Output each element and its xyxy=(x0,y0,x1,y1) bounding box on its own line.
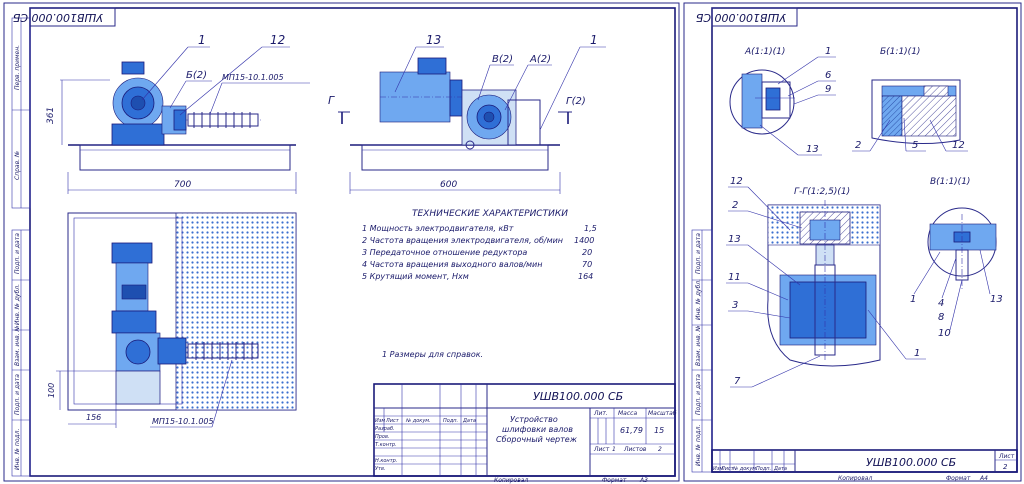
tb2-copied: Копировал xyxy=(838,475,873,482)
tb2-format-val: А4 xyxy=(980,475,988,482)
detail-view-A xyxy=(730,46,836,155)
view-V-label: В(1:1)(1) xyxy=(930,177,971,187)
tb1-r-razrab: Разраб. xyxy=(375,426,395,432)
tb1-r-nkontr: Н.контр. xyxy=(375,458,398,464)
sheet2-left-strip xyxy=(692,230,712,472)
callout-G-11: 11 xyxy=(728,272,741,283)
callout-V2: В(2) xyxy=(492,54,514,65)
tb1-name3: Сборочный чертеж xyxy=(496,435,577,444)
tb2-r-izm: Изм xyxy=(713,466,724,472)
tb1-r-prov: Пров. xyxy=(375,434,390,440)
tb1-name1: Устройство xyxy=(510,415,558,424)
sheet-2 xyxy=(684,3,1021,482)
tb1-r-podp: Подп. xyxy=(443,418,459,424)
tb2-sheet-label: Лист xyxy=(999,453,1015,460)
callout-A-13: 13 xyxy=(806,144,819,155)
s2-side-label-2: Инв. № дубл. xyxy=(695,278,702,320)
callout-V-4: 4 xyxy=(938,298,945,309)
tb1-r-doc: № докум. xyxy=(406,418,431,424)
tb1-format-val: А3 xyxy=(640,477,648,484)
callout-mp15-top: МП15-10.1.005 xyxy=(222,73,284,82)
callout-A-1: 1 xyxy=(825,46,832,57)
side-label-3: Подп. и дата xyxy=(14,233,21,274)
spec-1-value: 1,5 xyxy=(584,224,597,233)
tb1-r-data: Дата xyxy=(463,418,476,424)
callout-B-2: 2 xyxy=(855,140,862,151)
tb1-h-lit: Лит. xyxy=(594,410,608,417)
spec-2-text: 2 Частота вращения электродвигателя, об/мин xyxy=(362,236,564,245)
dim-100: 100 xyxy=(47,382,56,398)
callout-G-12: 12 xyxy=(730,176,743,187)
tb1-format: Формат xyxy=(602,477,627,484)
tb1-code: УШВ100.000 СБ xyxy=(533,390,624,403)
tb1-sheets-label: Листов xyxy=(624,446,647,453)
side-label-2: Справ. № xyxy=(14,150,21,180)
callout-G-7: 7 xyxy=(734,376,741,387)
callout-V-8: 8 xyxy=(938,312,945,323)
callout-G-2: 2 xyxy=(732,200,739,211)
tb1-r-tkontr: Т.контр. xyxy=(375,442,397,448)
tb2-r-data: Дата xyxy=(774,466,787,472)
tb1-h-scale: Масштаб xyxy=(648,410,677,417)
detail-view-B xyxy=(852,47,968,151)
specs-block xyxy=(362,209,597,359)
callout-1-side: 1 xyxy=(590,33,598,47)
spec-4-text: 4 Частота вращения выходного валов/мин xyxy=(362,260,543,269)
tb1-sheet-no: 1 xyxy=(612,446,616,453)
dim-600: 600 xyxy=(440,180,458,190)
specs-title: ТЕХНИЧЕСКИЕ ХАРАКТЕРИСТИКИ xyxy=(412,209,568,219)
callout-G-3: 3 xyxy=(732,300,739,311)
sheet1-top-code: УШВ100.000 СБ xyxy=(12,11,103,24)
dim-700: 700 xyxy=(174,180,192,190)
spec-2-value: 1400 xyxy=(574,236,595,245)
callout-A2: А(2) xyxy=(530,54,552,65)
section-mark-G: Г xyxy=(328,94,335,107)
section-G-G xyxy=(726,176,926,387)
spec-5-value: 164 xyxy=(578,272,594,281)
sheet2-top-code: УШВ100.000 СБ xyxy=(695,11,786,24)
dim-361: 361 xyxy=(46,106,56,124)
callout-V-13: 13 xyxy=(990,294,1003,305)
front-view xyxy=(46,33,310,194)
s2-side-label-4: Подп. и дата xyxy=(695,374,702,415)
section-mark-G2: Г(2) xyxy=(566,96,586,107)
title-block-2 xyxy=(712,450,1017,482)
tb1-scale: 15 xyxy=(654,426,665,435)
callout-A-6: 6 xyxy=(825,70,832,81)
callout-13-side: 13 xyxy=(426,33,442,47)
side-view xyxy=(328,33,606,194)
abrasive-table xyxy=(176,213,296,410)
tb1-r-list: Лист xyxy=(386,418,399,424)
tb1-sheet-label: Лист xyxy=(594,446,610,453)
callout-V-1: 1 xyxy=(910,294,917,305)
tb2-r-podp: Подп. xyxy=(756,466,772,472)
plan-view xyxy=(47,213,296,428)
side-label-1: Перв. примен. xyxy=(14,44,21,90)
spec-3-text: 3 Передаточное отношение редуктора xyxy=(362,248,528,257)
sheet1-left-strip xyxy=(12,18,30,476)
view-G-label: Г-Г(1:2,5)(1) xyxy=(794,187,851,197)
tb2-r-list: Лист xyxy=(721,466,734,472)
tb1-sheets-no: 2 xyxy=(658,446,662,453)
callout-B2: Б(2) xyxy=(186,70,208,81)
s2-side-label-5: Инв. № подл. xyxy=(695,424,702,466)
tb2-r-doc: № докум. xyxy=(733,466,758,472)
tb1-r-utv: Утв. xyxy=(375,466,386,472)
s2-side-label-1: Подп. и дата xyxy=(695,233,702,274)
tb1-h-mass: Масса xyxy=(618,410,638,417)
callout-mp15-bottom: МП15-10.1.005 xyxy=(152,417,214,426)
spec-1-text: 1 Мощность электродвигателя, кВт xyxy=(362,224,514,233)
title-block-1 xyxy=(374,384,677,484)
spec-5-text: 5 Крутящий момент, Нхм xyxy=(362,272,469,281)
tb1-copied: Копировал xyxy=(494,477,529,484)
sheet-1 xyxy=(4,3,679,484)
tb1-r-izm: Изм xyxy=(375,418,386,424)
callout-V-10: 10 xyxy=(938,328,951,339)
callout-G-13: 13 xyxy=(728,234,741,245)
tb1-name2: шлифовки валов xyxy=(502,425,573,434)
tb2-format: Формат xyxy=(946,475,971,482)
tb2-code: УШВ100.000 СБ xyxy=(866,456,957,469)
callout-B-12: 12 xyxy=(952,140,965,151)
note-1: 1 Размеры для справок. xyxy=(382,350,484,359)
callout-G-1: 1 xyxy=(914,348,921,359)
spec-4-value: 70 xyxy=(582,260,593,269)
tb2-sheet-no: 2 xyxy=(1003,463,1008,471)
view-B-label: Б(1:1)(1) xyxy=(880,47,921,57)
s2-side-label-3: Взам. инв. № xyxy=(695,325,702,366)
callout-12: 12 xyxy=(270,33,286,47)
spec-3-value: 20 xyxy=(582,248,593,257)
tb1-mass: 61,79 xyxy=(620,426,643,435)
callout-B-5: 5 xyxy=(912,140,919,151)
side-label-6: Подп. и дата xyxy=(14,374,21,415)
dim-156: 156 xyxy=(86,413,102,422)
view-A-label: А(1:1)(1) xyxy=(745,47,786,57)
side-label-5: Взам. инв. № xyxy=(14,325,21,366)
detail-view-V xyxy=(910,177,1003,339)
callout-1-front: 1 xyxy=(198,33,206,47)
side-label-4: Инв. № дубл. xyxy=(14,283,21,325)
callout-A-9: 9 xyxy=(825,84,832,95)
side-label-7: Инв. № подл. xyxy=(14,428,21,470)
